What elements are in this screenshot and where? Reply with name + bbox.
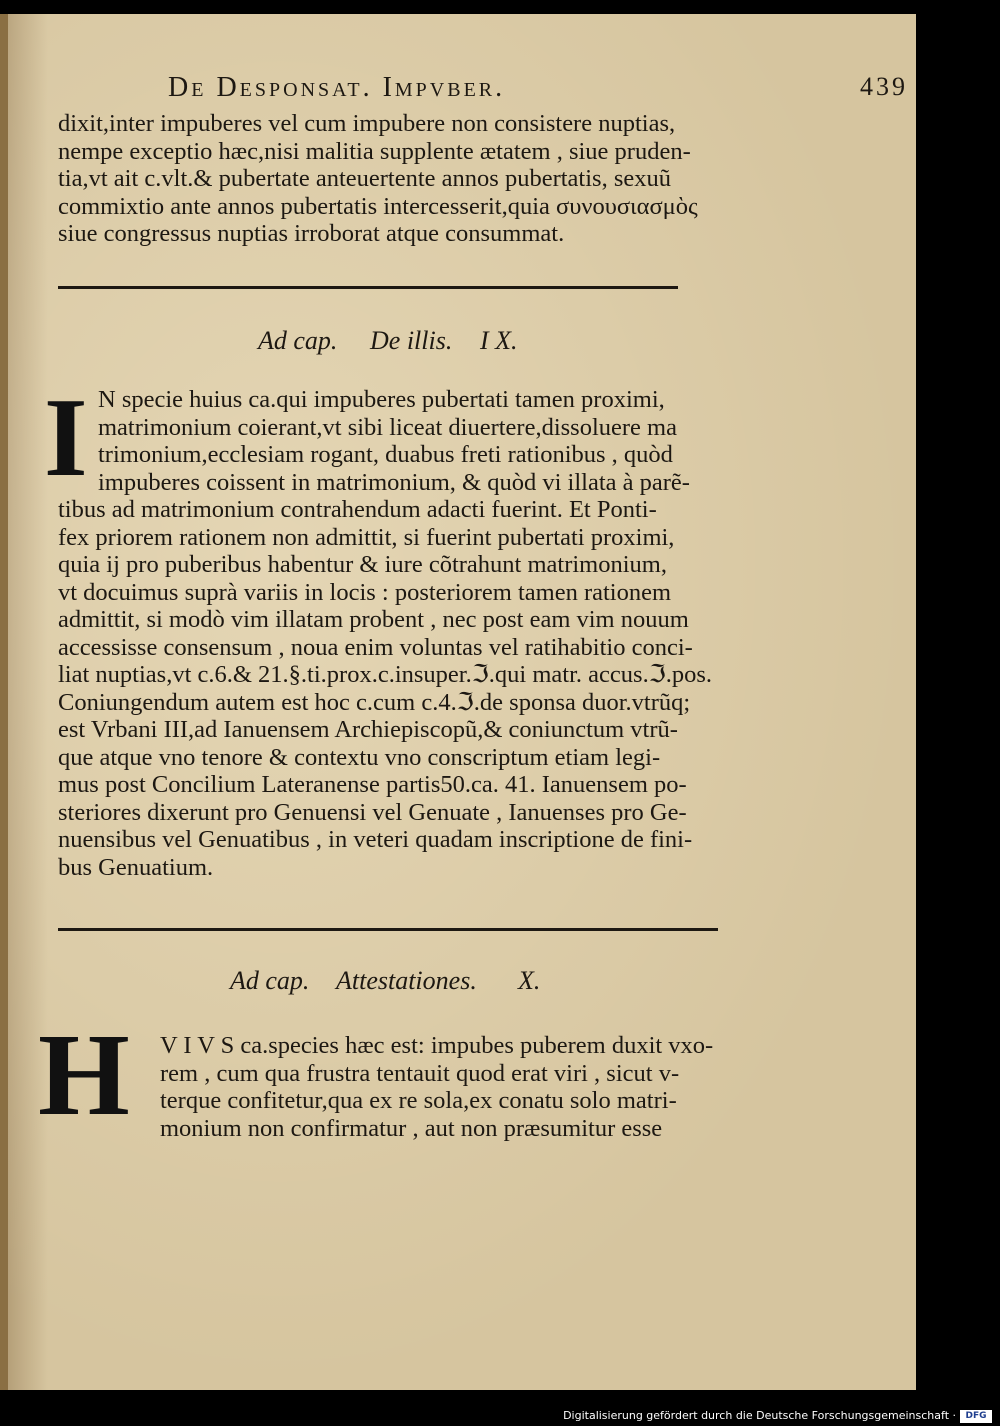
text-line: terque confitetur,qua ex re sola,ex conatu solo matri-: [160, 1087, 677, 1114]
section-heading-ix: [258, 326, 558, 358]
text-line: accessisse consensum , noua enim voluntas vel ratihabitio conci-: [58, 633, 693, 661]
heading-chapter-number: X.: [518, 966, 541, 995]
section-ix-opening-lines: [98, 386, 690, 496]
section-x-body: [160, 1032, 713, 1142]
page-number: 439: [860, 72, 908, 101]
text-line: liat nuptias,vt c.6.& 21.§.ti.prox.c.insuper.ℑ.qui matr. accus.ℑ.pos.: [58, 661, 713, 688]
section-divider: [58, 928, 718, 931]
text-line: que atque vno tenore & contextu vno conscriptum etiam legi-: [58, 743, 661, 771]
text-line: Coniungendum autem est hoc c.cum c.4.ℑ.de sponsa duor.vtrũq;: [58, 688, 691, 716]
text-line: nuensibus vel Genuatibus , in veteri quadam inscriptione de fini-: [58, 826, 693, 853]
heading-prefix: Ad cap.: [230, 966, 310, 995]
text-line: rem , cum qua frustra tentauit quod erat viri , sicut v-: [160, 1059, 680, 1087]
heading-chapter-number: I X.: [480, 326, 518, 355]
text-line: bus Genuatium.: [58, 853, 214, 881]
text-line: fex priorem rationem non admittit, si fuerint pubertati proximi,: [58, 523, 675, 551]
section-ix-body: [58, 496, 712, 881]
section-divider: [58, 286, 678, 289]
running-head: [168, 72, 908, 112]
text-line: nempe exceptio hæc,nisi malitia supplente ætatem , siue pruden-: [58, 137, 691, 165]
text-line: admittit, si modò vim illatam probent , nec post eam vim nouum: [58, 606, 689, 633]
top-paragraph: [58, 110, 698, 248]
text-line: dixit,inter impuberes vel cum impubere non consistere nuptias,: [58, 110, 676, 137]
text-line: tia,vt ait c.vlt.& pubertate anteuertente annos pubertatis, sexuũ: [58, 165, 671, 192]
section-heading-x: [230, 966, 560, 998]
drop-cap-letter: I: [44, 376, 88, 500]
book-page: [0, 14, 916, 1390]
text-line: trimonium,ecclesiam rogant, duabus freti rationibus , quòd: [98, 441, 673, 468]
text-line: steriores dixerunt pro Genuensi vel Genuate , Ianuenses pro Ge-: [58, 798, 687, 826]
footer-credit: Digitalisierung gefördert durch die Deutsche Forschungsgemeinschaft ·: [563, 1409, 956, 1422]
running-title: De Desponsat. Impvber.: [168, 72, 506, 103]
heading-chapter-title: De illis.: [370, 326, 453, 355]
text-line: monium non confirmatur , aut non præsumitur esse: [160, 1114, 663, 1142]
text-line: siue congressus nuptias irroborat atque consummat.: [58, 220, 565, 247]
text-line: quia ij pro puberibus habentur & iure cõtrahunt matrimonium,: [58, 551, 667, 578]
text-line: V I V S ca.species hæc est: impubes puberem duxit vxo-: [160, 1032, 714, 1059]
text-line: vt docuimus suprà variis in locis : posteriorem tamen rationem: [58, 578, 672, 606]
text-line: est Vrbani III,ad Ianuensem Archiepiscopũ,& coniunctum vtrũ-: [58, 716, 678, 743]
text-line: matrimonium coierant,vt sibi liceat diuertere,dissoluere ma: [98, 413, 677, 441]
text-line: N specie huius ca.qui impuberes pubertati tamen proximi,: [98, 386, 665, 413]
text-line: commixtio ante annos pubertatis intercesserit,quia συνουσιασμὸς: [58, 192, 698, 220]
drop-cap-letter: H: [38, 1009, 130, 1140]
text-line: mus post Concilium Lateranense partis50.ca. 41. Ianuensem po-: [58, 771, 687, 798]
heading-prefix: Ad cap.: [258, 326, 338, 355]
dfg-logo-icon: DFG: [960, 1410, 992, 1423]
text-line: tibus ad matrimonium contrahendum adacti fuerint. Et Ponti-: [58, 496, 657, 523]
footer-bar: [0, 1407, 1000, 1426]
heading-chapter-title: Attestationes.: [336, 966, 477, 995]
text-line: impuberes coissent in matrimonium, & quòd vi illata à parẽ-: [98, 468, 690, 496]
